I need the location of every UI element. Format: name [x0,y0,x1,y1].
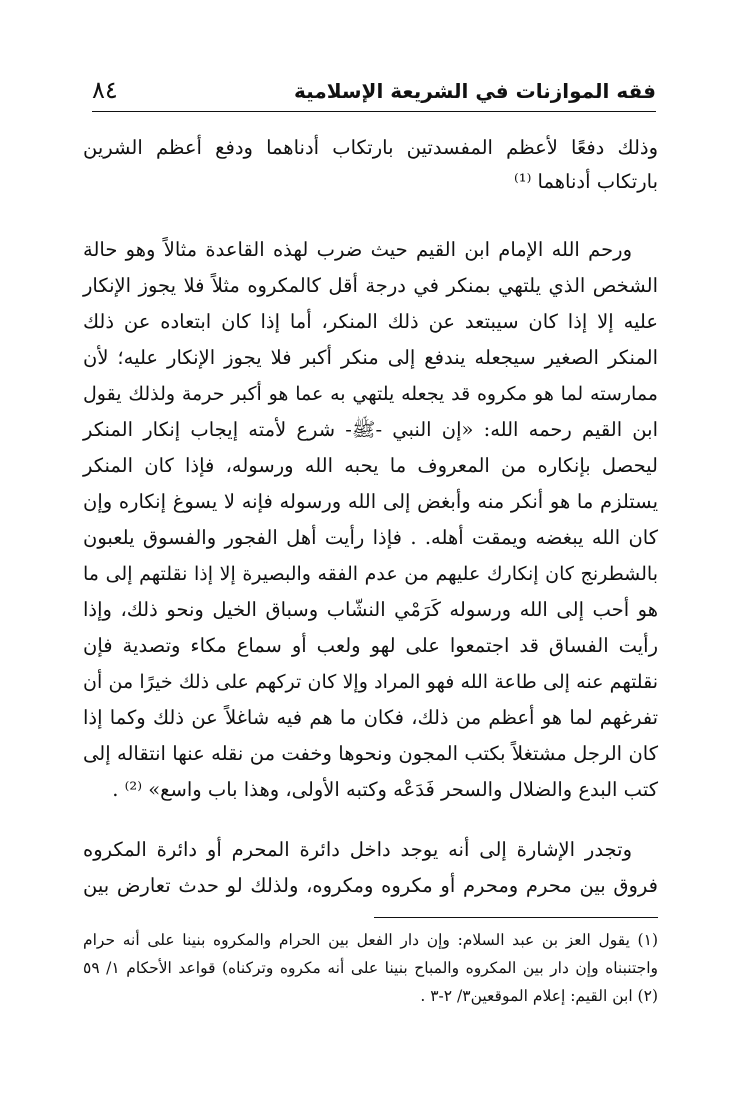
book-title: فقه الموازنات في الشريعة الإسلامية [294,79,656,103]
text-line: فروق بين محرم ومحرم أو مكروه ومكروه، ولذلك لو حدث تعارض بين [83,874,658,897]
footnote-line: واجتنبناه وإن دار بين المكروه والمباح بنينا على أنه مكروه وتركناه) قواعد الأحكام ١/ ٥٩ [83,959,658,977]
text-line: يستلزم ما هو أنكر منه وأبغض إلى الله ورسوله فإنه لا يسوغ إنكاره وإن [83,490,658,513]
text-line: المنكر الصغير سيجعله يندفع إلى منكر أكبر فلا يجوز الإنكار عليه؛ لأن [83,346,658,369]
running-header [92,74,656,110]
text-line: وذلك دفعًا لأعظم المفسدتين بارتكاب أدناهما ودفع أعظم الشرين [83,136,658,159]
text-line: هو أحب إلى الله ورسوله كَرَمْي النشّاب وسباق الخيل ونحو ذلك، وإذا [83,598,658,621]
text-line: وتجدر الإشارة إلى أنه يوجد داخل دائرة المحرم أو دائرة المكروه [83,838,632,861]
text-line: رأيت الفساق قد اجتمعوا على لهو ولعب أو سماع مكاء وتصدية فإن [83,634,658,657]
footnote-line: (٢) ابن القيم: إعلام الموقعين٣/ ٢-٣ . [420,987,658,1005]
text-line: كتب البدع والضلال والسحر فَدَعْه وكتبه الأولى، وهذا باب واسع» ⁽²⁾ . [112,778,658,801]
text-line: كان الرجل مشتغلاً بكتب المجون ونحوها وخفت من نقله عنها انتقاله إلى [83,742,658,765]
footnote-line: (١) يقول العز بن عبد السلام: وإن دار الفعل بين الحرام والمكروه بنينا على أنه حرام [83,931,658,949]
text-line: ممارسته لما هو مكروه قد يجعله يلتهي به عما هو أكبر حرمة ولذلك يقول [83,383,658,405]
header-divider [92,111,656,112]
text-line: الشخص الذي يلتهي بمنكر في درجة أقل كالمكروه مثلاً فلا يجوز الإنكار [83,274,658,297]
page-number: ٨٤ [92,76,118,104]
text-line: نقلتهم عنه إلى طاعة الله فهو المراد وإلا كان تركهم على ذلك خيرًا من أن [83,671,658,693]
text-line: ابن القيم رحمه الله: «إن النبي -ﷺ- شرع لأمته إيجاب إنكار المنكر [83,418,658,441]
text-line: بارتكاب أدناهما ⁽¹⁾ [513,170,658,193]
text-line: ورحم الله الإمام ابن القيم حيث ضرب لهذه القاعدة مثالاً وهو حالة [83,238,632,261]
text-line: كان الله يبغضه ويمقت أهله. . فإذا رأيت أهل الفجور والفسوق يلعبون [83,526,658,549]
text-line: ليحصل بإنكاره من المعروف ما يحبه الله ورسوله، فإذا كان المنكر [83,454,658,477]
text-line: عليه إلا إذا كان سيبتعد عن ذلك المنكر، أما إذا كان ابتعاده عن ذلك [83,310,658,333]
footnote-divider [374,917,658,918]
text-line: تفرغهم لما هو أعظم من ذلك، فكان ما هم فيه شاغلاً عن ذلك وكما إذا [83,706,658,729]
text-line: بالشطرنج كان إنكارك عليهم من عدم الفقه والبصيرة إلا إذا نقلتهم إلى ما [83,563,658,585]
